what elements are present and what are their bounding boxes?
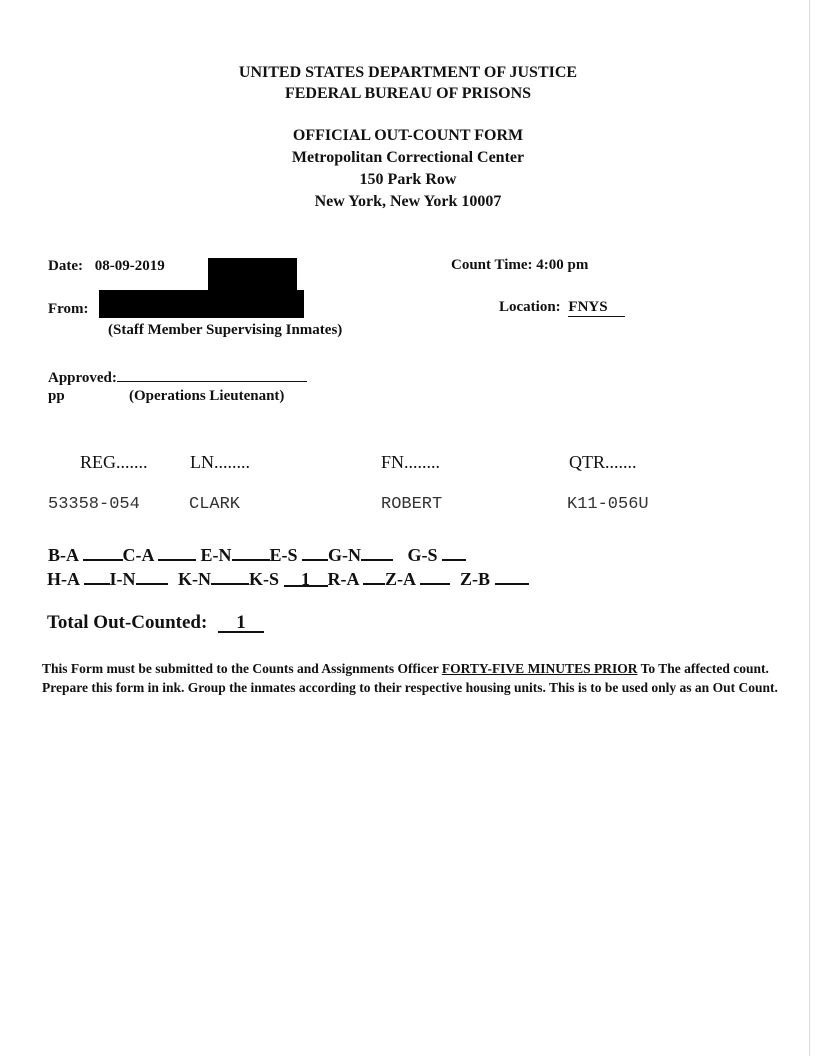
column-header-reg: REG....... bbox=[80, 452, 148, 472]
location-value: FNYS bbox=[568, 299, 625, 317]
unit-label: G-S bbox=[407, 545, 438, 565]
column-header-qtr: QTR....... bbox=[569, 452, 637, 472]
approved-label: Approved: bbox=[48, 370, 117, 386]
notice-deadline: FORTY-FIVE MINUTES PRIOR bbox=[441, 661, 638, 676]
table-cell-reg: 53358-054 bbox=[48, 495, 140, 514]
approved-caption: (Operations Lieutenant) bbox=[129, 388, 285, 404]
date-field bbox=[48, 258, 165, 275]
unit-label: K-S bbox=[249, 569, 280, 589]
unit-blank bbox=[495, 567, 529, 585]
unit-blank bbox=[211, 567, 249, 585]
count-time-value: 4:00 pm bbox=[536, 257, 589, 273]
table-cell-qtr: K11-056U bbox=[567, 495, 649, 514]
table-cell-ln: CLARK bbox=[189, 495, 241, 514]
unit-label: Z-B bbox=[460, 569, 491, 589]
facility-name: Metropolitan Correctional Center bbox=[291, 149, 525, 166]
header-bureau: FEDERAL BUREAU OF PRISONS bbox=[284, 85, 532, 102]
unit-label: G-N bbox=[328, 545, 362, 565]
location-field bbox=[499, 299, 625, 317]
unit-label: K-N bbox=[178, 569, 212, 589]
housing-units-row-1 bbox=[48, 543, 466, 566]
column-header-fn: FN........ bbox=[381, 452, 441, 472]
total-label: Total Out-Counted: bbox=[47, 612, 208, 633]
unit-blank bbox=[363, 567, 385, 585]
unit-blank bbox=[442, 543, 466, 561]
submission-notice bbox=[42, 659, 782, 697]
unit-blank bbox=[420, 567, 450, 585]
unit-blank bbox=[84, 567, 110, 585]
form-title: OFFICIAL OUT-COUNT FORM bbox=[292, 127, 524, 144]
unit-blank bbox=[361, 543, 393, 561]
facility-street: 150 Park Row bbox=[359, 171, 457, 188]
unit-blank-filled: 1 bbox=[284, 569, 328, 587]
unit-label: B-A bbox=[48, 545, 79, 565]
location-label: Location: bbox=[499, 299, 561, 315]
unit-label: Z-A bbox=[385, 569, 416, 589]
table-cell-fn: ROBERT bbox=[381, 495, 443, 514]
from-caption: (Staff Member Supervising Inmates) bbox=[108, 322, 343, 338]
unit-blank bbox=[232, 543, 270, 561]
approved-signature-line bbox=[117, 367, 307, 382]
unit-blank bbox=[158, 543, 196, 561]
unit-label: R-A bbox=[327, 569, 359, 589]
redaction-block bbox=[208, 258, 297, 292]
unit-blank bbox=[302, 543, 328, 561]
count-time-field bbox=[451, 257, 588, 274]
unit-label: I-N bbox=[109, 569, 136, 589]
unit-blank bbox=[136, 567, 168, 585]
notice-text-end: To The affected count. Prepare this form in ink. Group the inmates according to their respective housing units. This is to be used only as an Out Count. bbox=[42, 661, 778, 695]
header-department: UNITED STATES DEPARTMENT OF JUSTICE bbox=[238, 64, 578, 81]
date-label: Date: bbox=[48, 258, 83, 274]
unit-label: C-A bbox=[122, 545, 154, 565]
facility-city: New York, New York 10007 bbox=[314, 193, 502, 210]
unit-blank bbox=[83, 543, 123, 561]
column-header-ln: LN........ bbox=[190, 452, 250, 472]
approved-field bbox=[48, 367, 307, 387]
from-label: From: bbox=[48, 301, 89, 317]
unit-label: E-N bbox=[200, 545, 232, 565]
notice-text-start: This Form must be submitted to the Counts and Assignments Officer bbox=[42, 661, 439, 676]
unit-label: H-A bbox=[47, 569, 80, 589]
unit-label: E-S bbox=[269, 545, 298, 565]
date-value: 08-09-2019 bbox=[94, 258, 165, 274]
total-value: 1 bbox=[218, 612, 264, 633]
redaction-block bbox=[99, 290, 304, 318]
pp-mark: pp bbox=[48, 388, 65, 404]
total-out-counted bbox=[47, 612, 264, 634]
count-time-label: Count Time: bbox=[451, 257, 533, 273]
housing-units-row-2 bbox=[47, 567, 529, 590]
